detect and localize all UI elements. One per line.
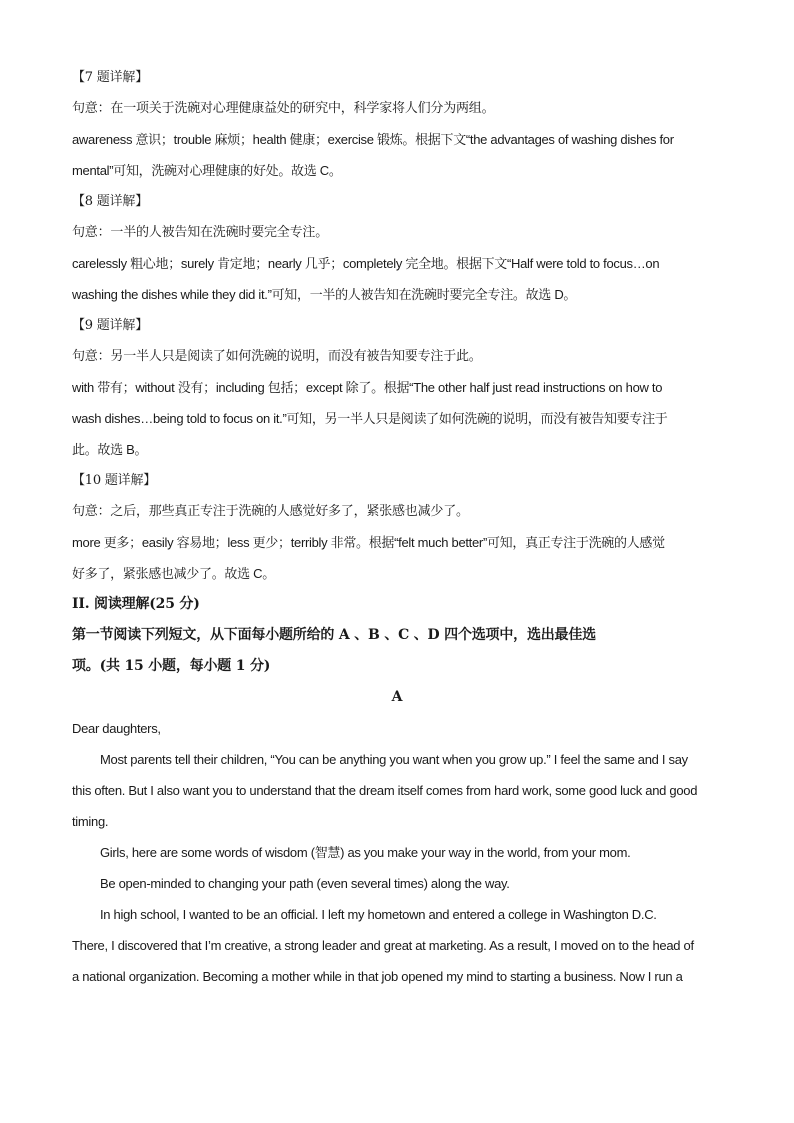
passage-line: There, I discovered that I’m creative, a strong leader and great at marketing. As a result, I moved on to the head of xyxy=(72,938,694,953)
passage-line: Be open-minded to changing your path (even several times) along the way. xyxy=(100,876,510,891)
section-title: II. 阅读理解(25 分) xyxy=(72,596,200,612)
question-9-meaning: 句意：另一半人只是阅读了如何洗碗的说明，而没有被告知要专注于此。 xyxy=(72,349,482,364)
passage-line: In high school, I wanted to be an official. I left my hometown and entered a college in Washington D.C. xyxy=(100,907,657,922)
question-8-analysis-line-1: carelessly 粗心地；surely 肯定地；nearly 几乎；completely 完全地。根据下文“Half were told to focus…on xyxy=(72,256,660,271)
question-8-analysis-line-2: washing the dishes while they did it.”可知，一半的人被告知在洗碗时要完全专注。故选 D。 xyxy=(72,287,577,302)
question-9-analysis-line-2: wash dishes…being told to focus on it.”可知，另一半人只是阅读了如何洗碗的说明，而没有被告知要专注于 xyxy=(72,411,668,426)
passage-line: Girls, here are some words of wisdom (智慧) as you make your way in the world, from your mom. xyxy=(100,845,631,860)
passage-line: Most parents tell their children, “You can be anything you want when you grow up.” I feel the same and I say xyxy=(100,752,688,767)
question-8-header: 【8 题详解】 xyxy=(72,194,149,209)
question-9-header: 【9 题详解】 xyxy=(72,318,149,333)
question-9-analysis-line-3: 此。故选 B。 xyxy=(72,442,148,457)
passage-line: timing. xyxy=(72,814,109,829)
section-instruction-line-1: 第一节阅读下列短文，从下面每小题所给的 A 、B 、C 、D 四个选项中，选出最佳选 xyxy=(72,627,596,643)
passage-line: a national organization. Becoming a mother while in that job opened my mind to starting a business. Now I run a xyxy=(72,969,683,984)
passage-label: A xyxy=(391,689,403,705)
question-10-analysis-line-1: more 更多；easily 容易地；less 更少；terribly 非常。根据“felt much better”可知，真正专注于洗碗的人感觉 xyxy=(72,535,665,550)
question-10-meaning: 句意：之后，那些真正专注于洗碗的人感觉好多了，紧张感也减少了。 xyxy=(72,504,469,519)
passage-greeting: Dear daughters, xyxy=(72,721,161,736)
question-10-header: 【10 题详解】 xyxy=(72,473,157,488)
document-page xyxy=(72,62,722,992)
question-7-analysis-line-1: awareness 意识；trouble 麻烦；health 健康；exercise 锻炼。根据下文“the advantages of washing dishes for xyxy=(72,132,674,147)
passage-line: this often. But I also want you to understand that the dream itself comes from hard work, some good luck and good xyxy=(72,783,698,798)
question-8-meaning: 句意：一半的人被告知在洗碗时要完全专注。 xyxy=(72,225,329,240)
question-9-analysis-line-1: with 带有；without 没有；including 包括；except 除了。根据“The other half just read instructions on how to xyxy=(72,380,663,395)
question-10-analysis-line-2: 好多了，紧张感也减少了。故选 C。 xyxy=(72,566,275,581)
question-7-header: 【7 题详解】 xyxy=(72,70,149,85)
section-instruction-line-2: 项。(共 15 小题，每小题 1 分) xyxy=(72,658,271,674)
question-7-meaning: 句意：在一项关于洗碗对心理健康益处的研究中，科学家将人们分为两组。 xyxy=(72,101,495,116)
question-7-analysis-line-2: mental”可知，洗碗对心理健康的好处。故选 C。 xyxy=(72,163,342,178)
